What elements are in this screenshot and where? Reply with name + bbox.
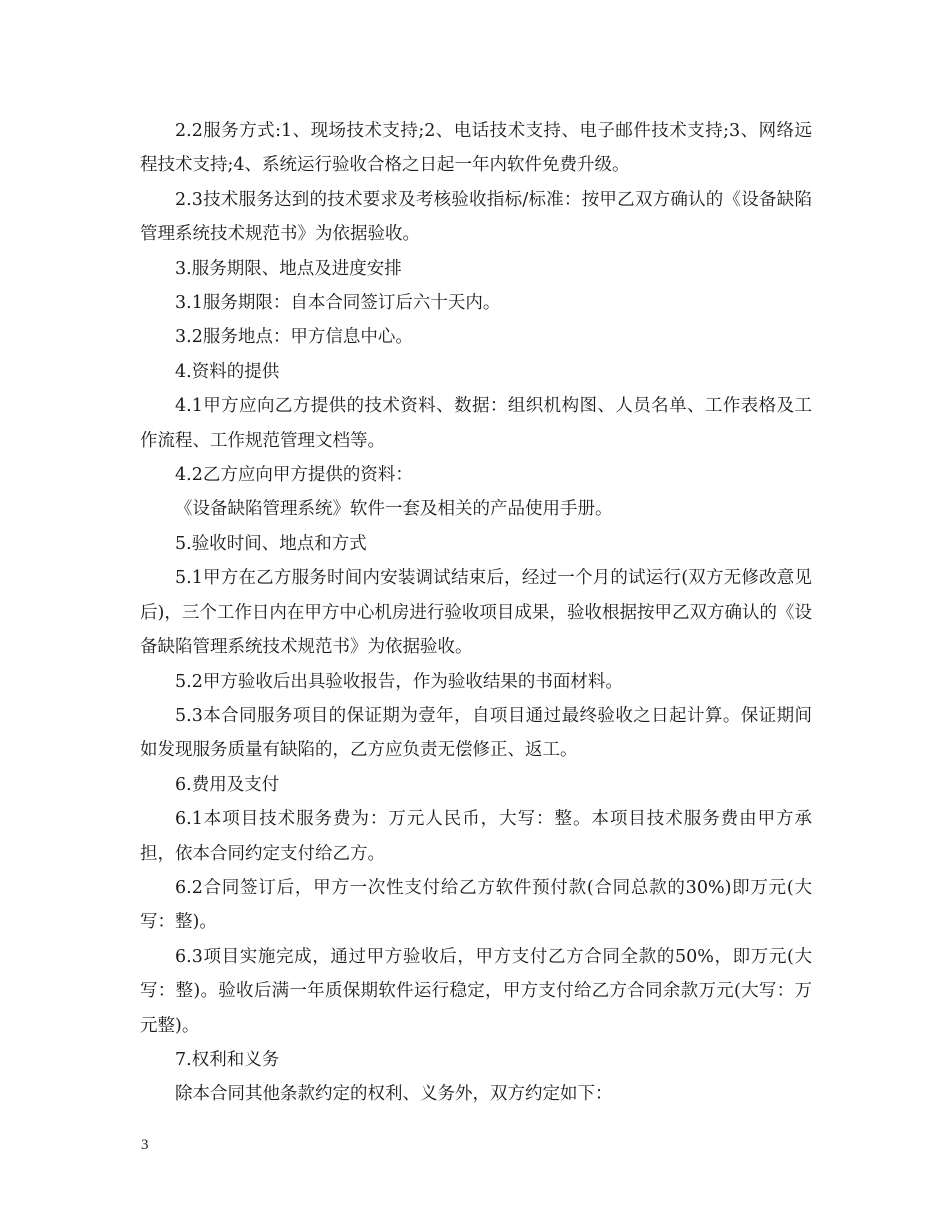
clause-5-1-acceptance-process: 5.1甲方在乙方服务时间内安装调试结束后，经过一个月的试运行(双方无修改意见后)，三个工作日内在甲方中心机房进行验收项目成果，验收根据按甲乙双方确认的《设备缺陷管理系统技术规范书》为依据验收。 — [140, 568, 812, 658]
clause-4-2-party-b-materials: 4.2乙方应向甲方提供的资料： — [175, 465, 413, 486]
section-7-intro: 除本合同其他条款约定的权利、义务外，双方约定如下： — [175, 1084, 613, 1105]
clause-3-1-service-period: 3.1服务期限：自本合同签订后六十天内。 — [175, 293, 501, 314]
clause-4-2-materials-detail: 《设备缺陷管理系统》软件一套及相关的产品使用手册。 — [175, 499, 613, 520]
section-6-heading: 6.费用及支付 — [175, 774, 280, 795]
section-3-heading: 3.服务期限、地点及进度安排 — [175, 258, 402, 279]
clause-2-2-service-methods: 2.2服务方式:1、现场技术支持;2、电话技术支持、电子邮件技术支持;3、网络远程技术支持;4、系统运行验收合格之日起一年内软件免费升级。 — [140, 121, 812, 176]
clause-3-2-service-location: 3.2服务地点：甲方信息中心。 — [175, 327, 413, 348]
clause-6-3-payment-schedule: 6.3项目实施完成，通过甲方验收后，甲方支付乙方合同全款的50%，即万元(大写：整)。验收后满一年质保期软件运行稳定，甲方支付给乙方合同余款万元(大写：万元整)。 — [140, 946, 812, 1036]
clause-5-2-acceptance-report: 5.2甲方验收后出具验收报告，作为验收结果的书面材料。 — [175, 671, 623, 692]
clause-6-2-prepayment: 6.2合同签订后，甲方一次性支付给乙方软件预付款(合同总款的30%)即万元(大写：整)。 — [140, 877, 812, 933]
section-5-heading: 5.验收时间、地点和方式 — [175, 533, 367, 554]
clause-6-1-service-fee: 6.1本项目技术服务费为：万元人民币，大写：整。本项目技术服务费由甲方承担，依本合同约定支付给乙方。 — [140, 809, 812, 864]
clause-4-1-party-a-materials: 4.1甲方应向乙方提供的技术资料、数据：组织机构图、人员名单、工作表格及工作流程、工作规范管理文档等。 — [140, 396, 812, 451]
section-7-heading: 7.权利和义务 — [175, 1049, 280, 1070]
document-body — [140, 114, 812, 1112]
clause-2-3-acceptance-standard: 2.3技术服务达到的技术要求及考核验收指标/标准：按甲乙双方确认的《设备缺陷管理系统技术规范书》为依据验收。 — [140, 189, 812, 245]
clause-5-3-warranty-period: 5.3本合同服务项目的保证期为壹年，自项目通过最终验收之日起计算。保证期间如发现服务质量有缺陷的，乙方应负责无偿修正、返工。 — [140, 705, 812, 761]
section-4-heading: 4.资料的提供 — [175, 361, 280, 382]
page-number: 3 — [141, 1137, 149, 1153]
